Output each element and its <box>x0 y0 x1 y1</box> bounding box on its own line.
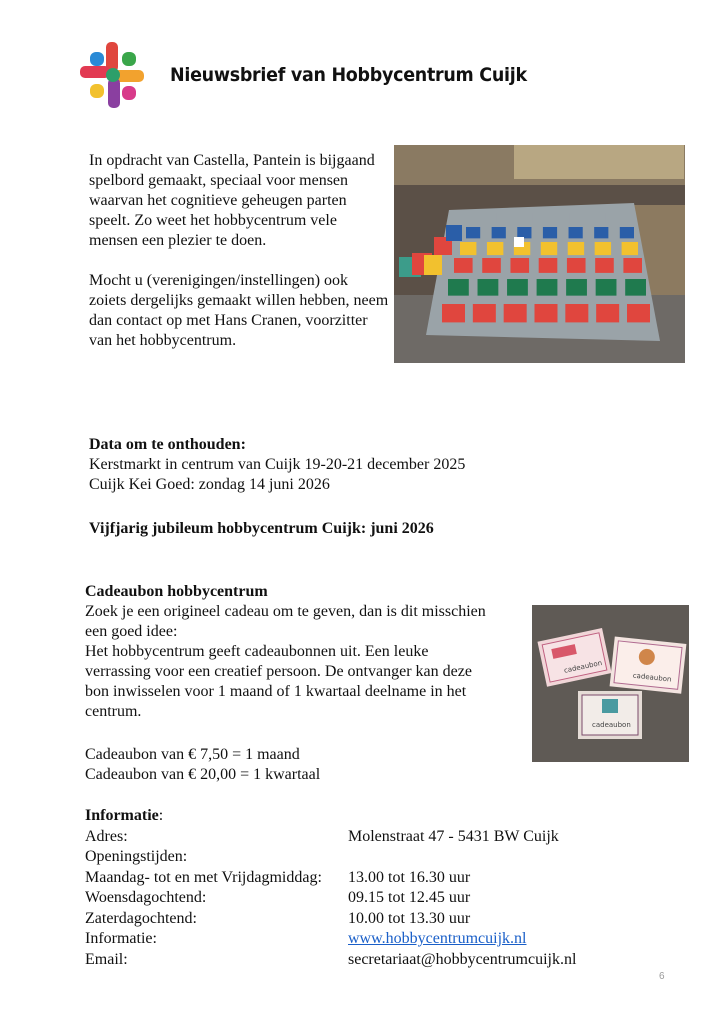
info-heading: Informatie <box>85 807 159 824</box>
info-key: Woensdagochtend: <box>85 889 207 906</box>
board-cell <box>566 279 587 296</box>
board-cell <box>568 242 584 255</box>
date-item: Kerstmarkt in centrum van Cuijk 19-20-21 december 2025 <box>89 456 466 473</box>
info-row-weekdays <box>85 868 645 889</box>
board-cell <box>492 227 506 238</box>
board-cell <box>482 258 501 273</box>
info-row-email <box>85 950 645 971</box>
voucher-card-label: cadeaubon <box>592 721 631 729</box>
board-cell <box>487 242 503 255</box>
board-cell <box>510 258 529 273</box>
board-cell <box>567 258 586 273</box>
hobbycentrum-logo <box>78 40 148 110</box>
board-cell <box>625 279 646 296</box>
board-cell <box>543 227 557 238</box>
dates-section <box>89 435 609 495</box>
voucher-line: centrum. <box>85 703 142 720</box>
board-cell <box>627 304 650 322</box>
info-row-wednesday <box>85 888 645 909</box>
info-row-hours <box>85 847 645 868</box>
info-key: Informatie: <box>85 930 157 947</box>
board-cell <box>454 258 473 273</box>
voucher-prices <box>85 745 320 785</box>
board-cell <box>596 279 617 296</box>
board-cell <box>595 242 611 255</box>
board-cell <box>478 279 499 296</box>
board-cell <box>472 213 484 223</box>
info-section <box>85 806 645 970</box>
board-cell <box>460 242 476 255</box>
info-key: Zaterdagochtend: <box>85 909 197 927</box>
board-cell <box>496 213 508 223</box>
voucher-line: verrassing voor een creatief persoon. De ontvanger kan deze <box>85 663 472 680</box>
board-cell <box>541 242 557 255</box>
page-number: 6 <box>659 971 665 982</box>
info-row-website <box>85 929 645 950</box>
info-row-address <box>85 827 645 848</box>
voucher-card-label: cadeaubon <box>563 658 603 675</box>
board-cell <box>595 258 614 273</box>
info-key: Email: <box>85 950 128 968</box>
jubilee-announcement: Vijfjarig jubileum hobbycentrum Cuijk: juni 2026 <box>89 520 434 537</box>
info-key: Adres: <box>85 827 128 845</box>
info-key: Maandag- tot en met Vrijdagmiddag: <box>85 868 322 886</box>
email-address: secretariaat@hobbycentrumcuijk.nl <box>348 950 577 968</box>
board-cell <box>537 279 558 296</box>
date-item: Cuijk Kei Goed: zondag 14 juni 2026 <box>89 476 330 493</box>
board-cell <box>448 279 469 296</box>
info-key: Openingstijden: <box>85 848 188 865</box>
info-row-saturday <box>85 909 645 930</box>
voucher-line: Zoek je een origineel cadeau om te geven, dan is dit misschien <box>85 603 486 620</box>
newsletter-title: Nieuwsbrief van Hobbycentrum Cuijk <box>170 64 527 86</box>
board-cell <box>620 227 634 238</box>
board-cell <box>507 279 528 296</box>
intro-section <box>89 151 389 371</box>
voucher-section <box>85 582 505 722</box>
voucher-line: Het hobbycentrum geeft cadeaubonnen uit. Een leuke <box>85 643 429 660</box>
price-line: Cadeaubon van € 7,50 = 1 maand <box>85 746 300 763</box>
price-line: Cadeaubon van € 20,00 = 1 kwartaal <box>85 766 321 783</box>
board-cell <box>504 304 527 322</box>
board-cell <box>521 213 533 223</box>
info-value: 13.00 tot 16.30 uur <box>348 868 471 886</box>
gift-voucher-photo <box>532 605 689 762</box>
website-link[interactable]: www.hobbycentrumcuijk.nl <box>348 930 527 947</box>
voucher-line: een goed idee: <box>85 623 178 640</box>
info-value: 09.15 tot 12.45 uur <box>348 889 471 906</box>
board-cell <box>569 213 581 223</box>
board-cell <box>539 258 558 273</box>
voucher-heading: Cadeaubon hobbycentrum <box>85 583 268 600</box>
board-cell <box>594 227 608 238</box>
board-cell <box>594 213 606 223</box>
board-cell <box>473 304 496 322</box>
board-cell <box>466 227 480 238</box>
board-cell <box>618 213 630 223</box>
intro-paragraph-2: Mocht u (verenigingen/instellingen) ook zoiets dergelijks gemaakt willen hebben, neem dan contact op met Hans Cranen, voorzitter van het hobbycentrum. <box>89 272 389 349</box>
intro-paragraph-1: In opdracht van Castella, Pantein is bijgaand spelbord gemaakt, speciaal voor mensen waarvan het cognitieve geheugen parten speelt. Zo weet het hobbycentrum vele mensen een plezier te doen. <box>89 152 375 249</box>
game-board-photo <box>394 145 685 363</box>
voucher-card-label: cadeaubon <box>632 671 672 684</box>
board-cell <box>545 213 557 223</box>
board-cell <box>517 227 531 238</box>
info-value: 10.00 tot 13.30 uur <box>348 909 471 927</box>
voucher-line: bon inwisselen voor 1 maand of 1 kwartaal deelname in het <box>85 683 467 700</box>
board-cell <box>535 304 558 322</box>
info-value: Molenstraat 47 - 5431 BW Cuijk <box>348 827 559 845</box>
board-cell <box>623 258 642 273</box>
dates-heading: Data om te onthouden: <box>89 436 246 453</box>
board-cell <box>442 304 465 322</box>
board-cell <box>622 242 638 255</box>
board-cell <box>596 304 619 322</box>
info-heading-colon: : <box>158 807 164 824</box>
board-cell <box>569 227 583 238</box>
board-cell <box>565 304 588 322</box>
